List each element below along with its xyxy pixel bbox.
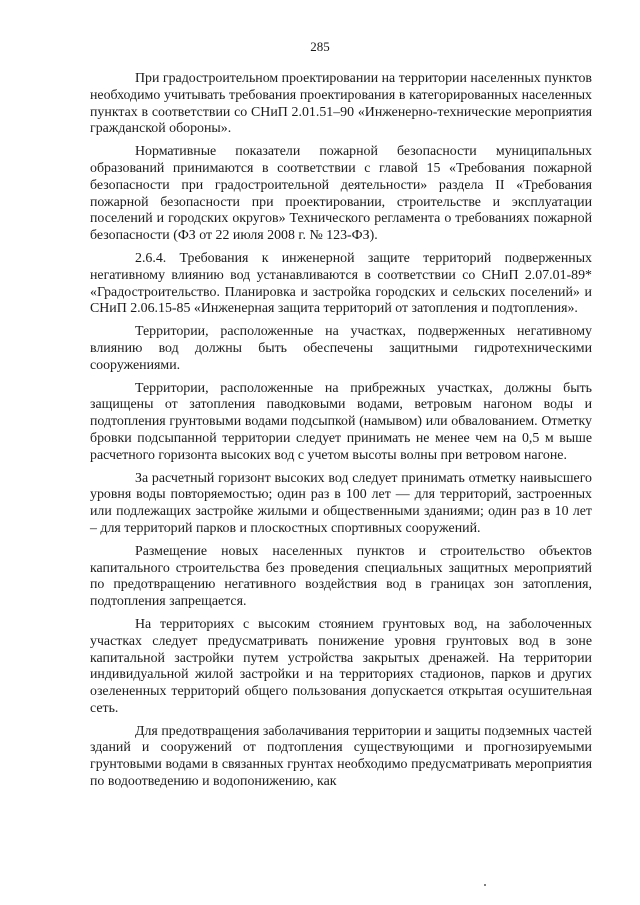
paragraph-civil-defense: При градостроительном проектировании на территории населенных пунктов необходимо учитывать требования проектирования в категорированных населенных пунктах в соответствии со СНиП 2.01.51–90 «Инженерно-технические мероприятия гражданской обороны». (90, 71, 592, 137)
paragraph-fire-safety: Нормативные показатели пожарной безопасности муниципальных образований принимаются в соответствии с главой 15 «Требования пожарной безопасности при градостроительной деятельности» раздела II «Требования пожарной безопасности при проектировании, строительстве и эксплуатации поселений и городских округов» Технического регламента о требованиях пожарной безопасности (ФЗ от 22 июля 2008 г. № 123-ФЗ). (90, 144, 592, 244)
scan-speck (484, 884, 486, 886)
paragraph-hydraulic-structures: Территории, расположенные на участках, подверженных негативному влиянию вод должны быть обеспечены защитными гидротехническими сооружениями. (90, 324, 592, 373)
paragraph-2-6-4-flood-protection: 2.6.4. Требования к инженерной защите территорий подверженных негативному влиянию вод устанавливаются в соответствии со СНиП 2.07.01-89* «Градостроительство. Планировка и застройка городских и сельских поселений» и СНиП 2.06.15-85 «Инженерная защита территорий от затопления и подтопления». (90, 250, 592, 317)
paragraph-groundwater-drainage: На территориях с высоким стоянием грунтовых вод, на заболоченных участках следует предусматривать понижение уровня грунтовых вод в зоне капитальной застройки путем устройства закрытых дренажей. На территории индивидуальной жилой застройки и на территориях стадионов, парков и других озелененных территорий общего пользования допускается открытая осушительная сеть. (90, 616, 592, 716)
paragraph-new-settlements: Размещение новых населенных пунктов и строительство объектов капитального строительства без проведения специальных защитных мероприятий по предотвращению негативного воздействия вод в границах зон затопления, подтопления запрещается. (90, 543, 592, 610)
document-body (90, 71, 592, 797)
paragraph-waterlogging-prevention: Для предотвращения заболачивания территории и защиты подземных частей зданий и сооружений от подтопления существующими и прогнозируемыми грунтовыми водами в связанных грунтах необходимо предусматривать мероприятия по водоотведению и водопонижению, как (90, 723, 592, 790)
paragraph-coastal-areas: Территории, расположенные на прибрежных участках, должны быть защищены от затопления паводковыми водами, ветровым нагоном воды и подтопления грунтовыми водами подсыпкой (намывом) или обвалованием. Отметку бровки подсыпанной территории следует принимать не менее чем на 0,5 м выше расчетного горизонта высоких вод с учетом высоты волны при ветровом нагоне. (90, 380, 592, 463)
paragraph-high-water-horizon: За расчетный горизонт высоких вод следует принимать отметку наивысшего уровня воды повторяемостью; один раз в 100 лет — для территорий, застроенных или подлежащих застройке жилыми и общественными зданиями; один раз в 10 лет – для территорий парков и плоскостных спортивных сооружений. (90, 470, 592, 536)
page-number: 285 (310, 39, 330, 54)
